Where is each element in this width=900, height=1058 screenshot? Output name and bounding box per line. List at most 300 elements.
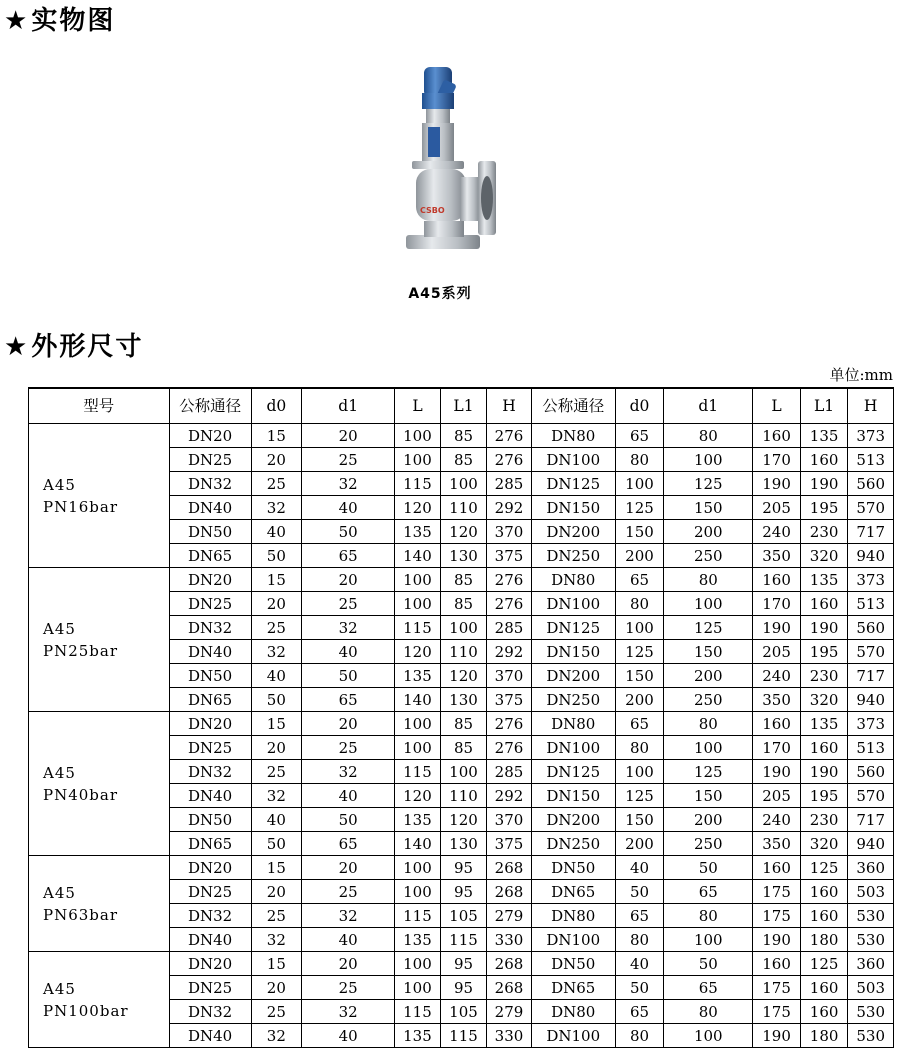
table-cell: 230 xyxy=(800,520,848,544)
table-cell: 100 xyxy=(440,760,487,784)
table-cell: DN200 xyxy=(531,808,615,832)
column-header: L xyxy=(395,388,441,424)
table-cell: 20 xyxy=(302,952,395,976)
table-cell: 40 xyxy=(615,952,664,976)
table-cell: DN25 xyxy=(169,736,251,760)
table-cell: DN65 xyxy=(531,880,615,904)
table-cell: DN40 xyxy=(169,1024,251,1048)
table-cell: 170 xyxy=(753,736,801,760)
table-cell: 25 xyxy=(251,472,302,496)
table-cell: 115 xyxy=(440,928,487,952)
table-cell: 292 xyxy=(487,640,532,664)
model-cell xyxy=(29,952,170,1048)
table-cell: 20 xyxy=(251,736,302,760)
table-cell: DN250 xyxy=(531,688,615,712)
table-cell: 125 xyxy=(664,616,753,640)
table-cell: 20 xyxy=(251,592,302,616)
table-cell: 65 xyxy=(615,1000,664,1024)
table-cell: 100 xyxy=(395,976,441,1000)
table-cell: 268 xyxy=(487,880,532,904)
table-cell: 80 xyxy=(664,904,753,928)
table-cell: 32 xyxy=(302,616,395,640)
column-header: L1 xyxy=(440,388,487,424)
table-cell: 100 xyxy=(395,448,441,472)
table-cell: 130 xyxy=(440,544,487,568)
table-cell: 50 xyxy=(251,832,302,856)
model-pressure: PN63bar xyxy=(43,905,119,924)
table-cell: DN50 xyxy=(531,952,615,976)
table-cell: 292 xyxy=(487,784,532,808)
table-cell: 120 xyxy=(440,808,487,832)
table-cell: 140 xyxy=(395,544,441,568)
table-cell: DN100 xyxy=(531,592,615,616)
table-cell: 190 xyxy=(753,472,801,496)
table-cell: 125 xyxy=(800,952,848,976)
table-cell: 115 xyxy=(440,1024,487,1048)
table-cell: 80 xyxy=(664,424,753,448)
table-row xyxy=(29,712,894,736)
table-cell: DN65 xyxy=(169,832,251,856)
table-cell: 160 xyxy=(800,904,848,928)
table-cell: 80 xyxy=(615,928,664,952)
table-cell: 95 xyxy=(440,952,487,976)
table-cell: 50 xyxy=(664,952,753,976)
table-cell: DN50 xyxy=(169,664,251,688)
table-cell: 373 xyxy=(848,712,894,736)
dimension-table xyxy=(28,387,894,1048)
table-cell: 570 xyxy=(848,640,894,664)
column-header: L xyxy=(753,388,801,424)
star-icon: ★ xyxy=(4,6,30,36)
table-cell: 285 xyxy=(487,472,532,496)
table-cell: 717 xyxy=(848,664,894,688)
table-cell: 170 xyxy=(753,592,801,616)
table-cell: 375 xyxy=(487,688,532,712)
table-cell: 160 xyxy=(753,952,801,976)
table-cell: 80 xyxy=(664,568,753,592)
table-cell: 40 xyxy=(615,856,664,880)
table-cell: 100 xyxy=(615,760,664,784)
table-cell: 276 xyxy=(487,592,532,616)
table-cell: 180 xyxy=(800,1024,848,1048)
table-cell: DN50 xyxy=(169,808,251,832)
column-header: 型号 xyxy=(29,388,170,424)
table-cell: 195 xyxy=(800,496,848,520)
table-cell: 940 xyxy=(848,832,894,856)
table-cell: DN25 xyxy=(169,592,251,616)
table-cell: DN25 xyxy=(169,976,251,1000)
table-cell: DN100 xyxy=(531,448,615,472)
table-cell: DN80 xyxy=(531,904,615,928)
table-cell: 276 xyxy=(487,448,532,472)
table-cell: 268 xyxy=(487,976,532,1000)
table-cell: 100 xyxy=(395,736,441,760)
table-cell: 65 xyxy=(302,688,395,712)
table-cell: 140 xyxy=(395,832,441,856)
table-cell: DN20 xyxy=(169,952,251,976)
table-cell: 50 xyxy=(615,976,664,1000)
table-cell: 40 xyxy=(251,520,302,544)
table-cell: 20 xyxy=(302,568,395,592)
section-title-photo xyxy=(4,0,115,37)
table-cell: DN40 xyxy=(169,784,251,808)
table-cell: 80 xyxy=(664,1000,753,1024)
table-cell: 195 xyxy=(800,640,848,664)
table-cell: 150 xyxy=(615,664,664,688)
table-cell: 65 xyxy=(615,712,664,736)
table-cell: 200 xyxy=(664,808,753,832)
table-cell: DN32 xyxy=(169,1000,251,1024)
table-cell: 20 xyxy=(251,448,302,472)
column-header: d0 xyxy=(251,388,302,424)
table-cell: 350 xyxy=(753,544,801,568)
model-pressure: PN100bar xyxy=(43,1001,129,1020)
table-cell: 25 xyxy=(302,880,395,904)
table-cell: DN25 xyxy=(169,448,251,472)
table-cell: 292 xyxy=(487,496,532,520)
table-cell: DN150 xyxy=(531,784,615,808)
table-cell: 135 xyxy=(395,520,441,544)
table-cell: 250 xyxy=(664,832,753,856)
table-cell: 15 xyxy=(251,856,302,880)
table-cell: 360 xyxy=(848,952,894,976)
table-cell: 200 xyxy=(615,688,664,712)
table-cell: DN65 xyxy=(531,976,615,1000)
table-cell: 370 xyxy=(487,808,532,832)
table-cell: 40 xyxy=(302,928,395,952)
table-cell: DN32 xyxy=(169,616,251,640)
table-cell: 100 xyxy=(664,928,753,952)
table-cell: 230 xyxy=(800,664,848,688)
table-cell: 150 xyxy=(664,640,753,664)
table-cell: 95 xyxy=(440,856,487,880)
table-cell: 32 xyxy=(302,472,395,496)
table-cell: 230 xyxy=(800,808,848,832)
unit-label: 单位:mm xyxy=(829,366,893,384)
table-cell: DN32 xyxy=(169,904,251,928)
table-cell: 330 xyxy=(487,928,532,952)
model-name: A45 xyxy=(43,763,76,782)
table-row xyxy=(29,856,894,880)
table-cell: 105 xyxy=(440,904,487,928)
table-cell: 370 xyxy=(487,664,532,688)
table-cell: 240 xyxy=(753,808,801,832)
table-cell: 65 xyxy=(615,424,664,448)
table-cell: 160 xyxy=(800,880,848,904)
table-cell: 240 xyxy=(753,664,801,688)
table-cell: 375 xyxy=(487,832,532,856)
table-cell: 65 xyxy=(615,568,664,592)
table-cell: DN100 xyxy=(531,1024,615,1048)
table-cell: 130 xyxy=(440,832,487,856)
table-cell: 513 xyxy=(848,736,894,760)
table-cell: 375 xyxy=(487,544,532,568)
table-cell: 513 xyxy=(848,592,894,616)
column-header: H xyxy=(487,388,532,424)
table-cell: 940 xyxy=(848,688,894,712)
nameplate-logo: CSBO xyxy=(420,206,445,215)
table-cell: 85 xyxy=(440,736,487,760)
table-cell: 100 xyxy=(395,952,441,976)
table-cell: 717 xyxy=(848,520,894,544)
table-cell: 120 xyxy=(440,520,487,544)
column-header: d0 xyxy=(615,388,664,424)
model-pressure: PN40bar xyxy=(43,785,119,804)
table-cell: 115 xyxy=(395,760,441,784)
table-cell: 120 xyxy=(395,496,441,520)
table-cell: DN80 xyxy=(531,568,615,592)
table-cell: 160 xyxy=(753,712,801,736)
table-cell: DN125 xyxy=(531,616,615,640)
table-cell: 200 xyxy=(615,832,664,856)
table-cell: 150 xyxy=(615,808,664,832)
table-cell: 120 xyxy=(440,664,487,688)
table-cell: DN100 xyxy=(531,736,615,760)
table-cell: 50 xyxy=(251,688,302,712)
model-pressure: PN25bar xyxy=(43,641,119,660)
column-header: 公称通径 xyxy=(169,388,251,424)
model-cell xyxy=(29,568,170,712)
model-cell xyxy=(29,424,170,568)
model-cell xyxy=(29,712,170,856)
table-cell: 150 xyxy=(615,520,664,544)
table-cell: 100 xyxy=(395,712,441,736)
table-cell: 120 xyxy=(395,784,441,808)
table-cell: DN20 xyxy=(169,856,251,880)
table-cell: 350 xyxy=(753,832,801,856)
table-cell: DN32 xyxy=(169,760,251,784)
table-cell: 125 xyxy=(615,640,664,664)
table-cell: 160 xyxy=(753,568,801,592)
table-cell: 20 xyxy=(302,712,395,736)
table-cell: 25 xyxy=(251,904,302,928)
table-cell: 276 xyxy=(487,736,532,760)
table-cell: 250 xyxy=(664,688,753,712)
table-cell: 135 xyxy=(395,1024,441,1048)
table-cell: 115 xyxy=(395,1000,441,1024)
table-cell: 40 xyxy=(251,664,302,688)
photo-caption: A45系列 xyxy=(408,286,472,302)
section-title-dimensions xyxy=(4,326,143,363)
star-icon: ★ xyxy=(4,332,30,362)
table-cell: 110 xyxy=(440,496,487,520)
table-cell: 100 xyxy=(395,856,441,880)
table-cell: DN80 xyxy=(531,424,615,448)
table-cell: 140 xyxy=(395,688,441,712)
table-cell: 160 xyxy=(800,448,848,472)
table-cell: 25 xyxy=(251,1000,302,1024)
table-cell: 279 xyxy=(487,1000,532,1024)
table-cell: DN125 xyxy=(531,472,615,496)
table-cell: 175 xyxy=(753,976,801,1000)
table-cell: 503 xyxy=(848,880,894,904)
table-cell: 940 xyxy=(848,544,894,568)
table-cell: 160 xyxy=(800,976,848,1000)
table-cell: 25 xyxy=(251,760,302,784)
table-cell: 200 xyxy=(664,664,753,688)
table-cell: 105 xyxy=(440,1000,487,1024)
table-cell: 285 xyxy=(487,760,532,784)
table-cell: 100 xyxy=(664,736,753,760)
table-cell: 125 xyxy=(664,760,753,784)
table-cell: 100 xyxy=(664,448,753,472)
table-cell: 80 xyxy=(664,712,753,736)
table-cell: 32 xyxy=(302,904,395,928)
table-cell: DN50 xyxy=(531,856,615,880)
table-cell: 175 xyxy=(753,880,801,904)
table-cell: 25 xyxy=(302,736,395,760)
table-cell: 80 xyxy=(615,592,664,616)
table-cell: 20 xyxy=(302,424,395,448)
table-cell: 276 xyxy=(487,568,532,592)
table-cell: 717 xyxy=(848,808,894,832)
table-cell: 100 xyxy=(395,592,441,616)
table-cell: 530 xyxy=(848,1000,894,1024)
table-cell: 120 xyxy=(395,640,441,664)
column-header: d1 xyxy=(302,388,395,424)
model-name: A45 xyxy=(43,883,76,902)
table-cell: DN20 xyxy=(169,424,251,448)
table-cell: 100 xyxy=(395,568,441,592)
table-cell: 135 xyxy=(800,712,848,736)
table-cell: 190 xyxy=(800,472,848,496)
table-cell: 85 xyxy=(440,592,487,616)
table-cell: 115 xyxy=(395,904,441,928)
table-cell: 190 xyxy=(753,760,801,784)
table-cell: 32 xyxy=(251,1024,302,1048)
column-header: d1 xyxy=(664,388,753,424)
table-cell: DN80 xyxy=(531,712,615,736)
table-cell: 135 xyxy=(800,424,848,448)
table-cell: 240 xyxy=(753,520,801,544)
table-cell: 25 xyxy=(302,448,395,472)
column-header: H xyxy=(848,388,894,424)
table-header-row xyxy=(29,388,894,424)
table-cell: 125 xyxy=(664,472,753,496)
table-cell: DN40 xyxy=(169,928,251,952)
table-cell: 570 xyxy=(848,496,894,520)
table-cell: 20 xyxy=(251,880,302,904)
table-cell: 65 xyxy=(664,976,753,1000)
table-cell: 50 xyxy=(302,664,395,688)
table-cell: 100 xyxy=(615,616,664,640)
column-header: 公称通径 xyxy=(531,388,615,424)
table-cell: 160 xyxy=(800,592,848,616)
table-cell: 160 xyxy=(800,1000,848,1024)
table-cell: 205 xyxy=(753,496,801,520)
table-cell: 40 xyxy=(302,640,395,664)
table-cell: 190 xyxy=(800,760,848,784)
table-cell: 190 xyxy=(800,616,848,640)
table-cell: 100 xyxy=(440,472,487,496)
table-cell: 150 xyxy=(664,496,753,520)
table-cell: 50 xyxy=(664,856,753,880)
table-cell: 110 xyxy=(440,784,487,808)
table-cell: 50 xyxy=(302,808,395,832)
table-row xyxy=(29,568,894,592)
table-cell: 65 xyxy=(302,832,395,856)
table-cell: 125 xyxy=(615,496,664,520)
valve-photo xyxy=(398,65,508,265)
table-cell: 560 xyxy=(848,472,894,496)
table-cell: 135 xyxy=(800,568,848,592)
table-cell: DN65 xyxy=(169,688,251,712)
table-cell: 32 xyxy=(251,496,302,520)
table-cell: 160 xyxy=(800,736,848,760)
model-name: A45 xyxy=(43,619,76,638)
table-cell: 95 xyxy=(440,976,487,1000)
table-cell: 32 xyxy=(251,928,302,952)
table-row xyxy=(29,952,894,976)
table-cell: 373 xyxy=(848,424,894,448)
table-cell: 503 xyxy=(848,976,894,1000)
table-cell: 195 xyxy=(800,784,848,808)
table-cell: 32 xyxy=(251,640,302,664)
table-cell: 85 xyxy=(440,424,487,448)
table-cell: 160 xyxy=(753,856,801,880)
table-cell: 95 xyxy=(440,880,487,904)
table-cell: 32 xyxy=(302,1000,395,1024)
table-cell: 15 xyxy=(251,712,302,736)
table-cell: 175 xyxy=(753,1000,801,1024)
table-cell: 370 xyxy=(487,520,532,544)
table-cell: 15 xyxy=(251,952,302,976)
table-cell: 268 xyxy=(487,952,532,976)
table-cell: DN20 xyxy=(169,568,251,592)
table-cell: 276 xyxy=(487,424,532,448)
table-cell: DN40 xyxy=(169,640,251,664)
table-cell: 115 xyxy=(395,616,441,640)
table-cell: 115 xyxy=(395,472,441,496)
table-cell: 150 xyxy=(664,784,753,808)
table-cell: 110 xyxy=(440,640,487,664)
table-cell: 80 xyxy=(615,448,664,472)
table-cell: 25 xyxy=(302,592,395,616)
table-cell: DN20 xyxy=(169,712,251,736)
table-cell: 125 xyxy=(800,856,848,880)
table-cell: 320 xyxy=(800,688,848,712)
table-cell: DN200 xyxy=(531,664,615,688)
table-cell: DN100 xyxy=(531,928,615,952)
model-name: A45 xyxy=(43,475,76,494)
table-cell: DN250 xyxy=(531,832,615,856)
table-cell: 285 xyxy=(487,616,532,640)
table-cell: 50 xyxy=(302,520,395,544)
table-cell: 530 xyxy=(848,1024,894,1048)
column-header: L1 xyxy=(800,388,848,424)
table-cell: 320 xyxy=(800,832,848,856)
table-cell: 180 xyxy=(800,928,848,952)
table-cell: 100 xyxy=(395,880,441,904)
table-cell: 135 xyxy=(395,808,441,832)
table-cell: 100 xyxy=(664,1024,753,1048)
table-cell: 560 xyxy=(848,760,894,784)
table-cell: 530 xyxy=(848,928,894,952)
table-cell: 40 xyxy=(302,1024,395,1048)
table-cell: 65 xyxy=(664,880,753,904)
table-cell: 135 xyxy=(395,664,441,688)
table-cell: 25 xyxy=(302,976,395,1000)
table-cell: 40 xyxy=(251,808,302,832)
table-cell: 190 xyxy=(753,616,801,640)
table-cell: DN125 xyxy=(531,760,615,784)
table-cell: DN32 xyxy=(169,472,251,496)
table-cell: 20 xyxy=(302,856,395,880)
table-cell: 330 xyxy=(487,1024,532,1048)
table-cell: 160 xyxy=(753,424,801,448)
table-cell: 25 xyxy=(251,616,302,640)
table-cell: DN40 xyxy=(169,496,251,520)
